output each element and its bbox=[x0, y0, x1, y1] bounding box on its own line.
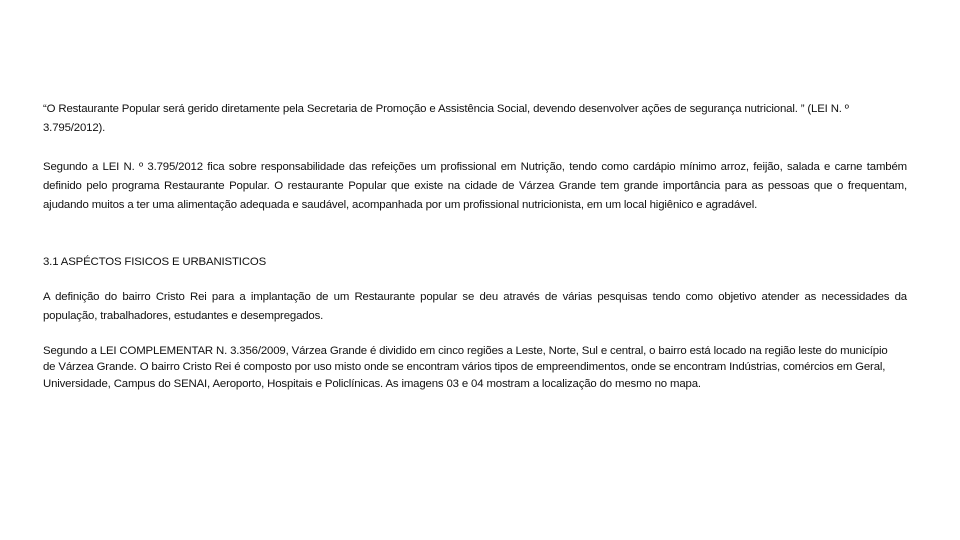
section-heading: 3.1 ASPÉCTOS FISICOS E URBANISTICOS bbox=[43, 256, 267, 268]
regions-paragraph: Segundo a LEI COMPLEMENTAR N. 3.356/2009, Várzea Grande é dividido em cinco regiões a Leste, Norte, Sul e central, o bairro está locado na região leste do município de Várzea Grande. O bairro Cristo Rei é composto por uso misto onde se encontram vários tipos de empreendimentos, onde se encontram Indústrias, comércios em Geral, Universidade, Campus do SENAI, Aeroporto, Hospitais e Policlínicas. As imagens 03 e 04 mostram a localização do mesmo no mapa. bbox=[43, 345, 888, 390]
neighborhood-paragraph: A definição do bairro Cristo Rei para a implantação de um Restaurante popular se deu através de várias pesquisas tendo como objetivo atender as necessidades da população, trabalhadores, estudantes e desempregados. bbox=[43, 291, 907, 322]
nutrition-paragraph: Segundo a LEI N. º 3.795/2012 fica sobre responsabilidade das refeições um profissional em Nutrição, tendo como cardápio mínimo arroz, feijão, salada e carne também definido pelo programa Restaurante Popular. O restaurante Popular que existe na cidade de Várzea Grande tem grande importância para as pessoas que o frequentam, ajudando muitos a ter uma alimentação adequada e saudável, acompanhada por um profissional nutricionista, em um local higiênico e agradável. bbox=[43, 161, 907, 211]
quote-paragraph: “O Restaurante Popular será gerido diretamente pela Secretaria de Promoção e Assistência Social, devendo desenvolver ações de segurança nutricional. ” (LEI N. º 3.795/2012). bbox=[43, 103, 849, 134]
